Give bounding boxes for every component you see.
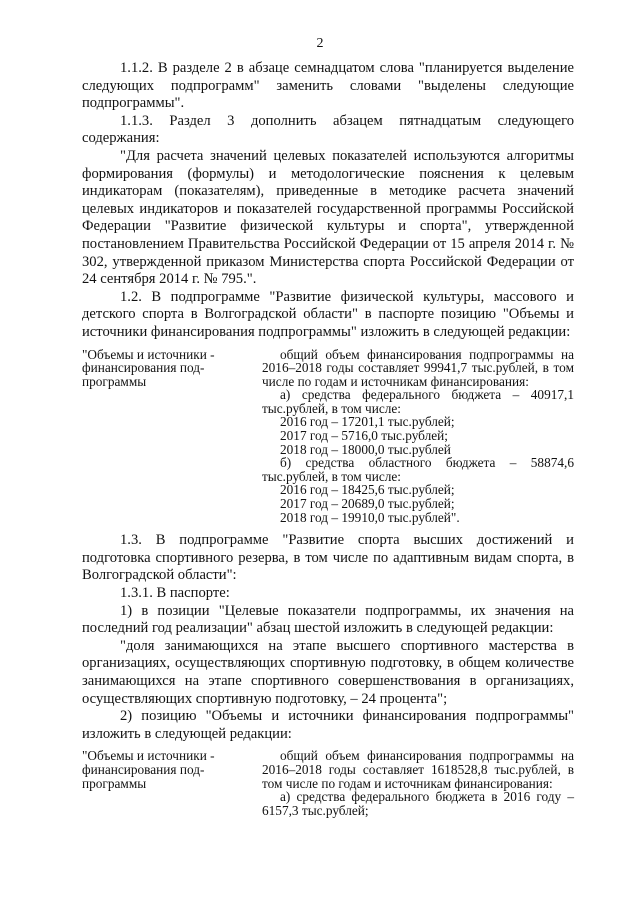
paragraph-1-3-1: 1.3.1. В паспорте: [120,585,230,601]
regional-2018: 2018 год – 19910,0 тыс.рублей". [280,509,460,525]
paragraph-1-2: 1.2. В подпрограмме "Развитие физической культуры, массового и детского спорта в Волгоградской области" в паспорте позицию "Объемы и источники финансирования подпрограммы" изложить в следующей редакции: [82,288,574,340]
paragraph-item-1: 1) в позиции "Целевые показатели подпрограммы, их значения на последний год реализации" абзац шестой изложить в следующей редакции: [82,602,574,637]
paragraph-1-3: 1.3. В подпрограмме "Развитие спорта высших достижений и подготовка спортивного резерва, в том числе по адаптивным видам спорта, в Волгоградской области": [82,532,574,584]
federal-2018: 2018 год – 18000,0 тыс.рублей [280,441,451,457]
paragraph-item-2: 2) позицию "Объемы и источники финансирования подпрограммы" изложить в следующей редакции: [82,708,574,742]
financing-table-2-values [262,747,574,817]
quote-calculation: "Для расчета значений целевых показателей используются алгоритмы формирования (формулы) и методологические пояснения к целевым индикаторам (показателям), приведенные в методике расчета значений целевых индикаторов и показателей государственной программы Российской Федерации "Развитие физической культуры и спорта", утвержденной постановлением Правительства Российской Федерации от 15 апреля 2014 г. № 302, утвержденной приказом Министерства спорта Российской Федерации от 24 сентября 2014 г. № 795.". [82,147,574,288]
financing-table-2 [82,747,574,817]
federal-2016: 2016 год – 17201,1 тыс.рублей; [280,414,455,430]
document-body [82,60,574,819]
federal-2017: 2017 год – 5716,0 тыс.рублей; [280,428,448,444]
financing-total-2: общий объем финансирования подпрограммы на 2016–2018 годы составляет 1618528,8 тыс.рублей, в том числе по годам и источникам финансирования: [262,748,574,791]
quote-share: "доля занимающихся на этапе высшего спортивного мастерства в организациях, осуществляющих спортивную подготовку, в общем количестве занимающихся на этапе спортивного совершенствования в организациях, осуществляющих спортивную подготовку, – 24 процента"; [82,637,574,707]
regional-2017: 2017 год – 20689,0 тыс.рублей; [280,496,455,512]
financing-table-2-label: "Объемы и источники - финансирования под- программы [82,748,215,791]
financing-table-1-label: "Объемы и источники - финансирования под- программы [82,346,215,389]
financing-table-1 [82,346,574,525]
financing-total: общий объем финансирования подпрограммы на 2016–2018 годы составляет 99941,7 тыс.рублей, в том числе по годам и источникам финансирования: [262,346,574,389]
federal-budget: а) средства федерального бюджета – 40917,1 тыс.рублей, в том числе: [262,387,574,416]
paragraph-1-1-2: 1.1.2. В разделе 2 в абзаце семнадцатом слова "планируется выделение следующих подпрограмм" заменить словами "выделены следующие подпрограммы". [82,60,574,112]
regional-budget: б) средства областного бюджета – 58874,6 тыс.рублей, в том числе: [262,455,574,484]
page-number: 2 [316,36,324,51]
paragraph-1-1-3: 1.1.3. Раздел 3 дополнить абзацем пятнадцатым следующего содержания: [82,112,574,147]
regional-2016: 2016 год – 18425,6 тыс.рублей; [280,482,455,498]
federal-budget-2: а) средства федерального бюджета в 2016 году – 6157,3 тыс.рублей; [262,789,574,818]
financing-table-1-values [262,346,574,525]
